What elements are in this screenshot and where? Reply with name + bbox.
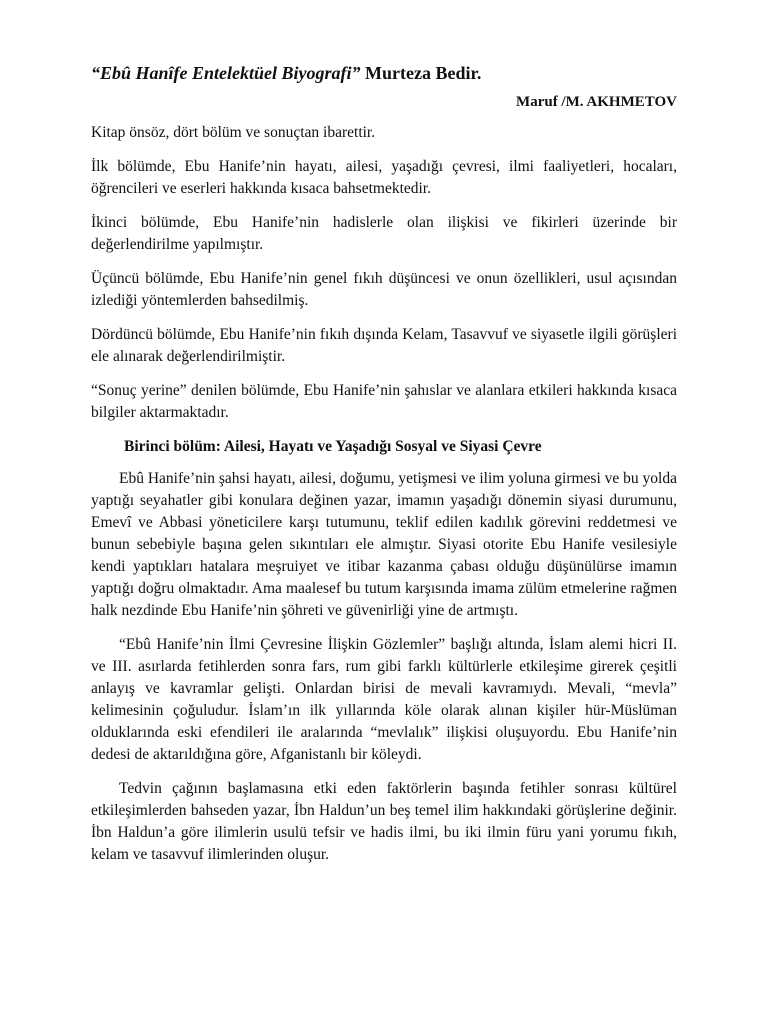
intro-paragraph: Dördüncü bölümde, Ebu Hanife’nin fıkıh dışında Kelam, Tasavvuf ve siyasetle ilgili görüşleri ele alınarak değerlendirilmiştir. (91, 326, 677, 365)
document-title (91, 58, 677, 88)
section-heading: Birinci bölüm: Ailesi, Hayatı ve Yaşadığı Sosyal ve Siyasi Çevre (124, 438, 542, 455)
intro-paragraph: İlk bölümde, Ebu Hanife’nin hayatı, ailesi, yaşadığı çevresi, ilmi faaliyetleri, hocaları, öğrencileri ve eserleri hakkında kısaca bahsetmektedir. (91, 158, 677, 197)
intro-paragraph: Üçüncü bölümde, Ebu Hanife’nin genel fıkıh düşüncesi ve onun özellikleri, usul açısından izlediği yöntemlerden bahsedilmiş. (91, 270, 677, 309)
intro-paragraph: İkinci bölümde, Ebu Hanife’nin hadislerle olan ilişkisi ve fikirleri üzerinde bir değerlendirilme yapılmıştır. (91, 214, 677, 253)
reviewer-name: Maruf /M. AKHMETOV (516, 94, 677, 110)
book-title: “Ebû Hanîfe Entelektüel Biyografi” (91, 63, 361, 83)
body-paragraph: Ebû Hanife’nin şahsi hayatı, ailesi, doğumu, yetişmesi ve ilim yoluna girmesi ve bu yolda yaptığı seyahatler gibi konulara değinen yazar, imamın yaşadığı dönemin siyasi durumunu, Emevî ve Abbasi yöneticilere karşı tutumunu, teklif edilen kadılık görevini reddetmesi ve bunun sebebiyle başına gelen sıkıntıları ele almıştır. Siyasi otorite Ebu Hanife vesilesiyle kendi yaptıkları hatalara meşruiyet ve itibar kazanma çabası olduğu düşünülürse imamın yaptığı doğru olmaktadır. Ama maalesef bu tutum karşısında imama zülüm etmelerine rağmen halk nezdinde Ebu Hanife’nin şöhreti ve güvenirliği yine de artmıştı. (91, 470, 677, 619)
intro-paragraph: “Sonuç yerine” denilen bölümde, Ebu Hanife’nin şahıslar ve alanlara etkileri hakkında kısaca bilgiler aktarmaktadır. (91, 382, 677, 421)
body-paragraph: “Ebû Hanife’nin İlmi Çevresine İlişkin Gözlemler” başlığı altında, İslam alemi hicri II. ve III. asırlarda fetihlerden sonra fars, rum gibi farklı kültürlerle etkileşime girerek çeşitli anlayış ve kavramlar gelişti. Onlardan birisi de mevali kavramıydı. Mevali, “mevla” kelimesinin çoğuludur. İslam’ın ilk yıllarında köle olarak alınan kişiler hür-Müslüman olduklarında eski efendileri ile aralarında “mevlalık” ilişkisi oluşuyordu. Ebu Hanife’nin dedesi de aktarıldığına göre, Afganistanlı bir köleydi. (91, 636, 677, 763)
intro-paragraph: Kitap önsöz, dört bölüm ve sonuçtan ibarettir. (91, 124, 376, 141)
body-paragraph: Tedvin çağının başlamasına etki eden faktörlerin başında fetihler sonrası kültürel etkileşimlerden bahseden yazar, İbn Haldun’un beş temel ilim hakkındaki görüşlerine değinir. İbn Haldun’a göre ilimlerin usulü tefsir ve hadis ilmi, bu iki ilmin füru yani yorumu fıkıh, kelam ve tasavvuf ilimlerinden oluşur. (91, 780, 677, 863)
book-author: Murteza Bedir. (360, 63, 482, 83)
document-page (91, 58, 677, 878)
